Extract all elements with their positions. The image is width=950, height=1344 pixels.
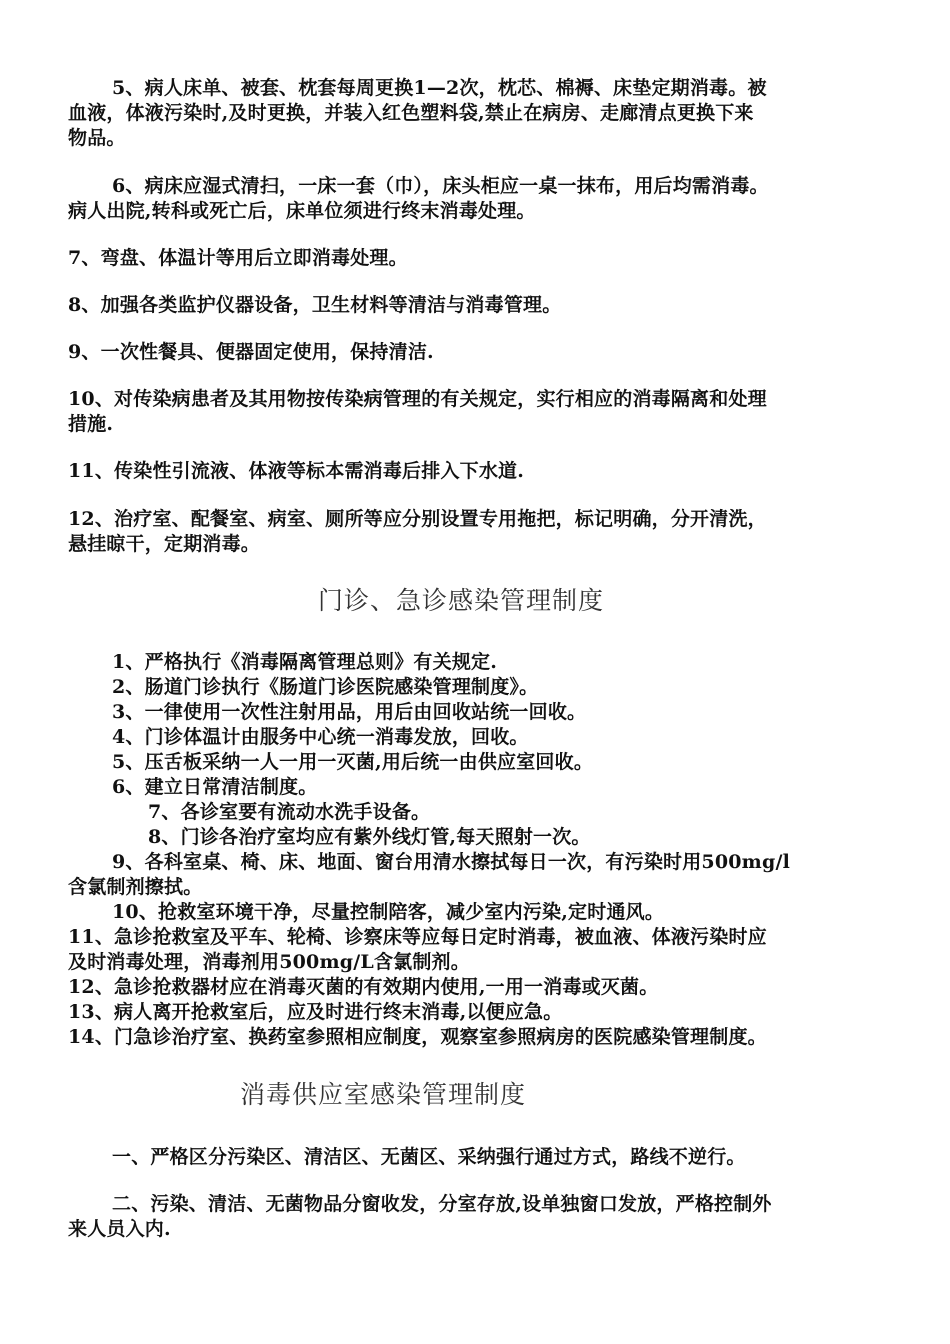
section-title-outpatient: 门诊、急诊感染管理制度 [318, 586, 605, 615]
item-10-line-1: 10、对传染病患者及其用物按传染病管理的有关规定，实行相应的消毒隔离和处理 [68, 388, 767, 410]
outpatient-line-5: 5、压舌板采纳一人一用一灭菌,用后统一由供应室回收。 [112, 751, 594, 773]
item-7: 7、弯盘、体温计等用后立即消毒处理。 [68, 247, 408, 269]
item-5-line-2: 血液，体液污染时,及时更换，并装入红色塑料袋,禁止在病房、走廊清点更换下来 [68, 102, 754, 124]
outpatient-line-9: 9、各科室桌、椅、床、地面、窗台用清水擦拭每日一次，有污染时用500mg/l [112, 851, 791, 873]
outpatient-line-11: 11、急诊抢救室及平车、轮椅、诊察床等应每日定时消毒，被血液、体液污染时应 [68, 926, 767, 948]
outpatient-line-13: 13、病人离开抢救室后，应及时进行终末消毒,以便应急。 [68, 1001, 563, 1023]
item-6-line-2: 病人出院,转科或死亡后，床单位须进行终末消毒处理。 [68, 200, 536, 222]
item-6-line-1: 6、病床应湿式清扫，一床一套（巾），床头柜应一桌一抹布，用后均需消毒。 [112, 175, 769, 197]
outpatient-line-7: 7、各诊室要有流动水洗手设备。 [148, 801, 431, 823]
outpatient-line-11-cont: 及时消毒处理，消毒剂用500mg/L含氯制剂。 [68, 951, 470, 973]
outpatient-line-8: 8、门诊各治疗室均应有紫外线灯管,每天照射一次。 [148, 826, 591, 848]
item-8: 8、加强各类监护仪器设备，卫生材料等清洁与消毒管理。 [68, 294, 562, 316]
supply-rule-2-line-1: 二、污染、清洁、无菌物品分窗收发，分室存放,设单独窗口发放，严格控制外 [112, 1193, 772, 1215]
outpatient-line-2: 2、肠道门诊执行《肠道门诊医院感染管理制度》。 [112, 676, 539, 698]
item-9: 9、一次性餐具、便器固定使用，保持清洁. [68, 341, 434, 363]
outpatient-line-10: 10、抢救室环境干净，尽量控制陪客，减少室内污染,定时通风。 [112, 901, 665, 923]
section-title-supply-room: 消毒供应室感染管理制度 [240, 1080, 527, 1109]
outpatient-line-14: 14、门急诊治疗室、换药室参照相应制度，观察室参照病房的医院感染管理制度。 [68, 1026, 767, 1048]
item-12-line-1: 12、治疗室、配餐室、病室、厕所等应分别设置专用拖把，标记明确，分开清洗， [68, 508, 767, 530]
supply-rule-2-line-2: 来人员入内. [68, 1218, 171, 1240]
supply-rule-1: 一、严格区分污染区、清洁区、无菌区、采纳强行通过方式，路线不逆行。 [112, 1146, 746, 1168]
item-5-line-1: 5、病人床单、被套、枕套每周更换1—2次，枕芯、棉褥、床垫定期消毒。被 [112, 77, 767, 99]
item-5-line-3: 物品。 [68, 127, 126, 149]
item-12-line-2: 悬挂晾干，定期消毒。 [68, 533, 261, 555]
outpatient-line-1: 1、严格执行《消毒隔离管理总则》有关规定. [112, 651, 498, 673]
item-10-line-2: 措施. [68, 413, 114, 435]
outpatient-line-4: 4、门诊体温计由服务中心统一消毒发放，回收。 [112, 726, 529, 748]
outpatient-line-12: 12、急诊抢救器材应在消毒灭菌的有效期内使用,一用一消毒或灭菌。 [68, 976, 659, 998]
outpatient-line-9-cont: 含氯制剂擦拭。 [68, 876, 203, 898]
outpatient-line-3: 3、一律使用一次性注射用品，用后由回收站统一回收。 [112, 701, 587, 723]
outpatient-line-6: 6、建立日常清洁制度。 [112, 776, 318, 798]
item-11: 11、传染性引流液、体液等标本需消毒后排入下水道. [68, 460, 525, 482]
